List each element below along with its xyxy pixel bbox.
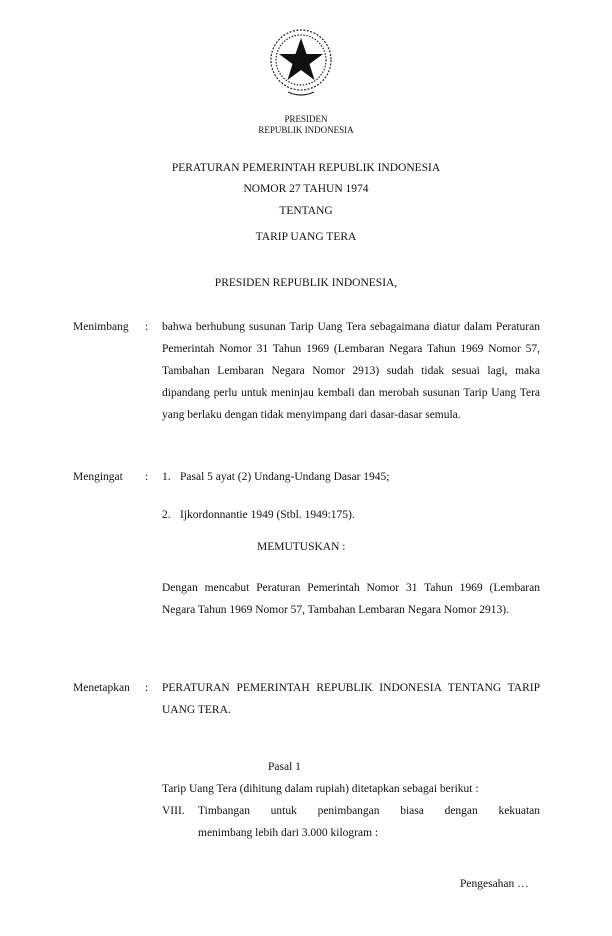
title-line2: NOMOR 27 TAHUN 1974 xyxy=(243,183,369,195)
title-line3: TENTANG xyxy=(279,205,333,217)
pasal1-item-line2: menimbang lebih dari 3.000 kilogram : xyxy=(198,827,379,839)
menimbang-text: bahwa berhubung susunan Tarip Uang Tera sebagaimana diatur dalam Peraturan Pemerintah Nomor 31 Tahun 1969 (Lembaran Negara Tahun 1969 Nomor 57, Tambahan Lembaran Negara Nomor 2913) sudah tidak sesuai lagi, maka dipandang perlu untuk meninjau kembali dan merobah susunan Tarip Uang Tera yang berlaku dengan tidak menyimpang dari dasar-dasar semula. xyxy=(162,321,540,421)
title-line1: PERATURAN PEMERINTAH REPUBLIK INDONESIA xyxy=(171,162,441,174)
next-page-reference: Pengesahan … xyxy=(460,878,529,890)
mengingat-item-1-num: 1. xyxy=(162,471,171,483)
memutuskan-heading: MEMUTUSKAN : xyxy=(257,541,346,553)
menimbang-colon: : xyxy=(145,321,149,333)
mengingat-item-2-text: Ijkordonnantie 1949 (Stbl. 1949:175). xyxy=(180,509,355,521)
pasal1-item-line1: Timbangan untuk penimbangan biasa dengan kekuatan xyxy=(198,805,540,817)
mencabut-text: Dengan mencabut Peraturan Pemerintah Nomor 31 Tahun 1969 (Lembaran Negara Tahun 1969 Nomor 57, Tambahan Lembaran Negara Nomor 2913). xyxy=(162,582,540,616)
pasal1-heading: Pasal 1 xyxy=(268,761,301,773)
menetapkan-text: PERATURAN PEMERINTAH REPUBLIK INDONESIA TENTANG TARIP UANG TERA. xyxy=(162,682,540,716)
garuda-star-emblem xyxy=(266,24,336,100)
title-line4: TARIP UANG TERA xyxy=(255,231,357,243)
preamble: PRESIDEN REPUBLIK INDONESIA, xyxy=(214,277,398,289)
menimbang-label: Menimbang xyxy=(73,321,129,333)
menetapkan-label: Menetapkan xyxy=(73,682,130,694)
mengingat-item-1-text: Pasal 5 ayat (2) Undang-Undang Dasar 1945; xyxy=(180,471,390,483)
pasal1-intro: Tarip Uang Tera (dihitung dalam rupiah) ditetapkan sebagai berikut : xyxy=(162,783,479,795)
header-line1: PRESIDEN xyxy=(284,114,328,124)
mengingat-colon: : xyxy=(145,471,149,483)
menetapkan-colon: : xyxy=(145,682,149,694)
mengingat-label: Mengingat xyxy=(73,471,123,483)
header-line2: REPUBLIK INDONESIA xyxy=(258,125,354,135)
mengingat-item-2-num: 2. xyxy=(162,509,171,521)
pasal1-item-num: VIII. xyxy=(162,805,185,817)
